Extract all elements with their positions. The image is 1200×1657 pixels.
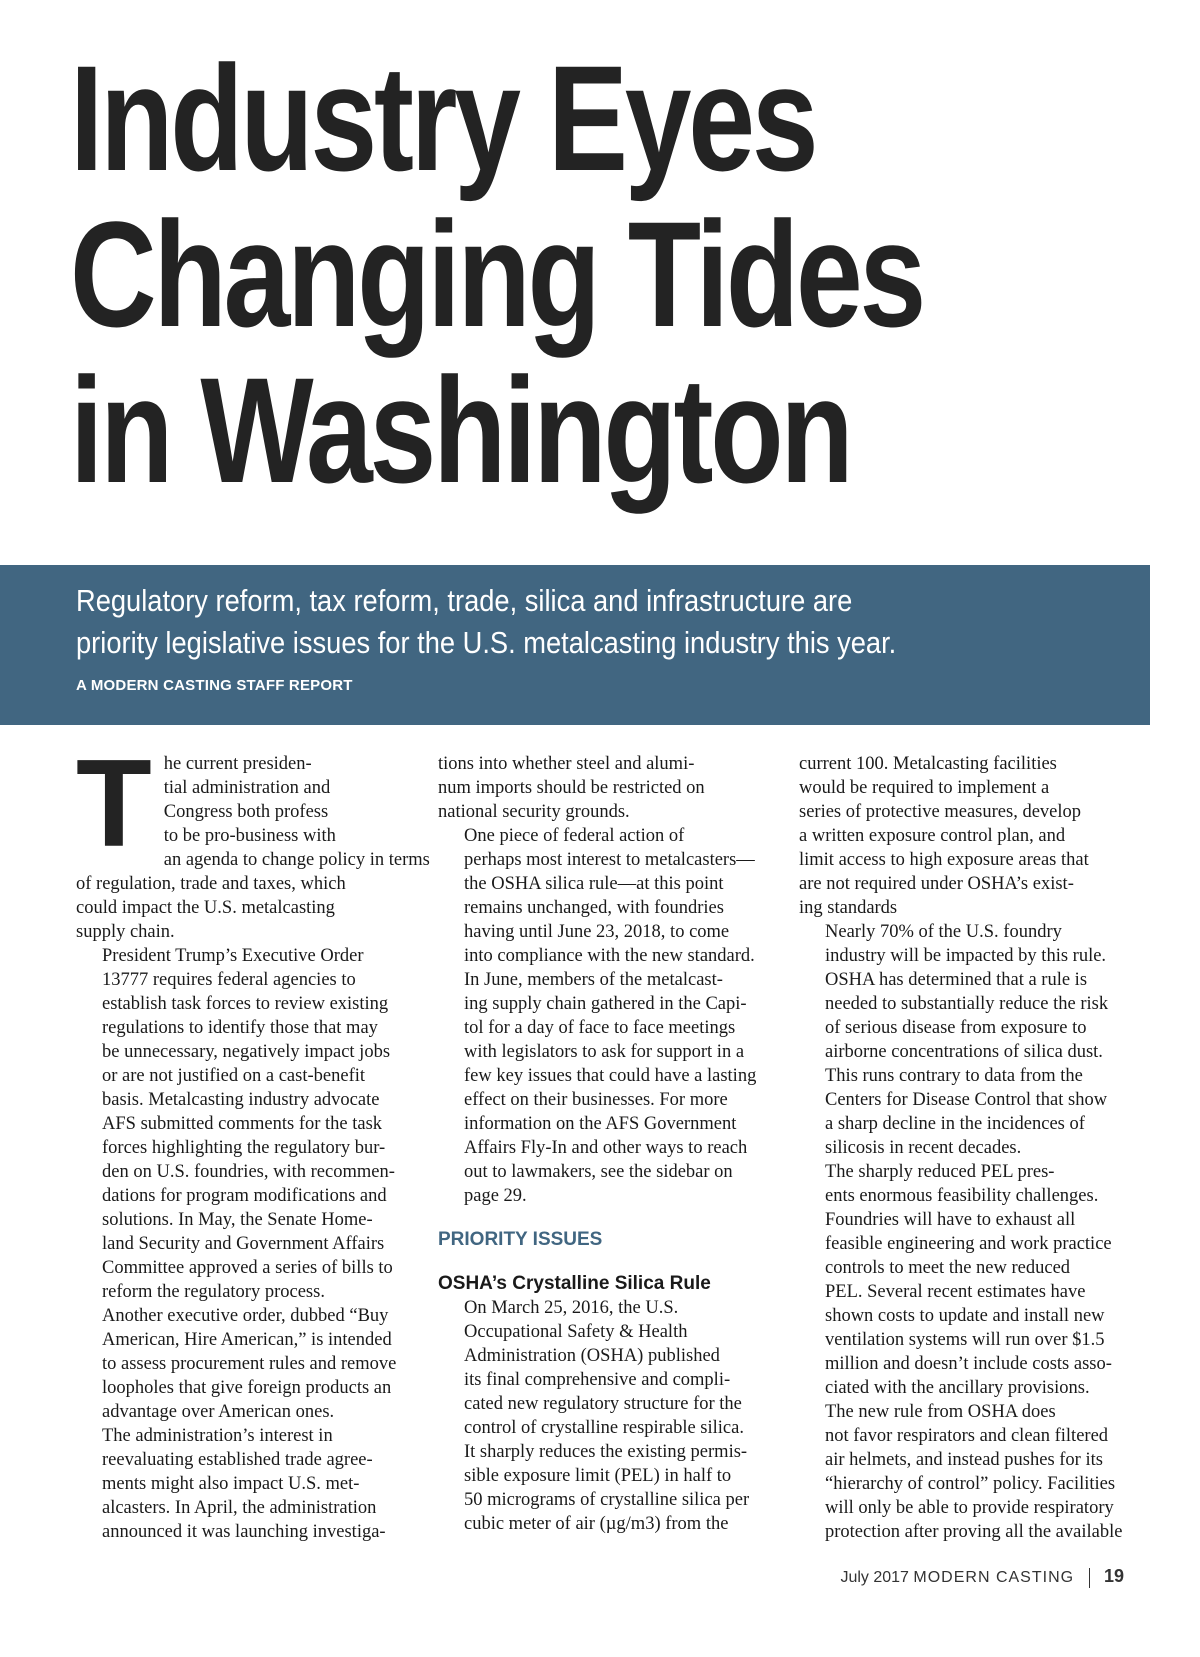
text-line: not favor respirators and clean filtered	[825, 1426, 1109, 1446]
text-line: tial administration and	[163, 778, 331, 798]
subheading: OSHA’s Crystalline Silica Rule	[438, 1273, 711, 1294]
footer-divider	[1089, 1568, 1090, 1588]
text-line: information on the AFS Government	[464, 1114, 737, 1134]
text-line: cated new regulatory structure for the	[464, 1394, 742, 1414]
section-heading: PRIORITY ISSUES	[438, 1229, 603, 1250]
paragraph	[76, 1304, 397, 1424]
text-line: 13777 requires federal agencies to	[102, 970, 356, 990]
paragraph	[438, 968, 757, 1208]
text-line: Centers for Disease Control that show	[825, 1090, 1108, 1110]
text-line: a sharp decline in the incidences of	[825, 1114, 1085, 1134]
text-line: with legislators to ask for support in a	[464, 1042, 745, 1062]
text-line: “hierarchy of control” policy. Facilities	[825, 1474, 1116, 1494]
text-line: ciated with the ancillary provisions.	[825, 1378, 1090, 1398]
column-2	[438, 752, 757, 1536]
text-line: ments might also impact U.S. met-	[102, 1474, 360, 1494]
deck-line-2: priority legislative issues for the U.S. metalcasting industry this year.	[76, 625, 897, 660]
text-line: forces highlighting the regulatory bur-	[102, 1138, 386, 1158]
text-line: needed to substantially reduce the risk	[825, 994, 1109, 1014]
text-line: tol for a day of face to face meetings	[464, 1018, 736, 1038]
column-1	[76, 735, 430, 1544]
text-line: controls to meet the new reduced	[825, 1258, 1071, 1278]
text-line: having until June 23, 2018, to come	[464, 922, 730, 942]
text-line: announced it was launching investiga-	[102, 1522, 386, 1542]
text-line: ents enormous feasibility challenges.	[825, 1186, 1099, 1206]
drop-cap: T	[76, 735, 152, 873]
text-line: be unnecessary, negatively impact jobs	[102, 1042, 391, 1062]
text-line: he current presiden-	[163, 754, 312, 774]
text-line: basis. Metalcasting industry advocate	[102, 1090, 380, 1110]
text-line: reevaluating established trade agree-	[102, 1450, 373, 1470]
text-line: airborne concentrations of silica dust.	[825, 1042, 1103, 1062]
text-line: AFS submitted comments for the task	[102, 1114, 383, 1134]
text-line: Congress both profess	[163, 802, 329, 822]
text-line: Occupational Safety & Health	[464, 1322, 688, 1342]
text-line: ing standards	[799, 898, 898, 918]
text-line: series of protective measures, develop	[799, 802, 1082, 822]
text-line: to assess procurement rules and remove	[102, 1354, 397, 1374]
text-line: cubic meter of air (µg/m3) from the	[464, 1514, 729, 1534]
text-line: national security grounds.	[438, 802, 630, 822]
text-line: This runs contrary to data from the	[825, 1066, 1083, 1086]
text-line: its final comprehensive and compli-	[464, 1370, 731, 1390]
text-line: solutions. In May, the Senate Home-	[102, 1210, 373, 1230]
text-line: air helmets, and instead pushes for its	[825, 1450, 1103, 1470]
text-line: current 100. Metalcasting facilities	[799, 754, 1057, 774]
deck-line-1: Regulatory reform, tax reform, trade, silica and infrastructure are	[76, 583, 853, 618]
text-line: industry will be impacted by this rule.	[825, 946, 1107, 966]
text-line: 50 micrograms of crystalline silica per	[464, 1490, 750, 1510]
byline: A MODERN CASTING STAFF REPORT	[76, 677, 353, 694]
text-line: could impact the U.S. metalcasting	[76, 898, 335, 918]
text-line: shown costs to update and install new	[825, 1306, 1105, 1326]
text-line: American, Hire American,” is intended	[102, 1330, 392, 1350]
headline	[70, 34, 966, 514]
text-line: The new rule from OSHA does	[825, 1402, 1056, 1422]
text-line: ventilation systems will run over $1.5	[825, 1330, 1105, 1350]
text-line: num imports should be restricted on	[438, 778, 705, 798]
text-line: On March 25, 2016, the U.S.	[464, 1298, 679, 1318]
text-line: It sharply reduces the existing permis-	[464, 1442, 748, 1462]
text-line: The administration’s interest in	[102, 1426, 333, 1446]
text-line: silicosis in recent decades.	[825, 1138, 1022, 1158]
text-line: would be required to implement a	[799, 778, 1050, 798]
text-line: regulations to identify those that may	[102, 1018, 378, 1038]
page-footer	[840, 1566, 1124, 1588]
text-line: tions into whether steel and alumi-	[438, 754, 695, 774]
text-line: loopholes that give foreign products an	[102, 1378, 392, 1398]
text-line: to be pro-business with	[163, 826, 336, 846]
text-line: remains unchanged, with foundries	[464, 898, 724, 918]
text-line: supply chain.	[76, 922, 175, 942]
text-line: establish task forces to review existing	[102, 994, 389, 1014]
text-line: One piece of federal action of	[464, 826, 685, 846]
deck	[76, 580, 1026, 664]
text-line: land Security and Government Affairs	[102, 1234, 385, 1254]
text-line: sible exposure limit (PEL) in half to	[464, 1466, 732, 1486]
text-line: few key issues that could have a lasting	[464, 1066, 757, 1086]
text-line: Affairs Fly-In and other ways to reach	[464, 1138, 748, 1158]
text-line: will only be able to provide respiratory	[825, 1498, 1114, 1518]
text-line: dations for program modifications and	[102, 1186, 387, 1206]
text-line: Foundries will have to exhaust all	[825, 1210, 1076, 1230]
text-line: are not required under OSHA’s exist-	[799, 874, 1074, 894]
headline-line-3: in Washington	[70, 346, 851, 514]
issue-date: July 2017	[840, 1569, 909, 1586]
text-line: control of crystalline respirable silica.	[464, 1418, 744, 1438]
text-line: feasible engineering and work practice	[825, 1234, 1112, 1254]
text-line: Committee approved a series of bills to	[102, 1258, 393, 1278]
text-line: PEL. Several recent estimates have	[825, 1282, 1086, 1302]
text-line: the OSHA silica rule—at this point	[464, 874, 724, 894]
column-3	[799, 752, 1123, 1544]
headline-line-1: Industry Eyes	[70, 34, 816, 202]
text-line: alcasters. In April, the administration	[102, 1498, 377, 1518]
paragraph	[438, 752, 748, 824]
text-line: into compliance with the new standard.	[464, 946, 755, 966]
text-line: or are not justified on a cast-benefit	[102, 1066, 366, 1086]
text-line: advantage over American ones.	[102, 1402, 335, 1422]
text-line: limit access to high exposure areas that	[799, 850, 1089, 870]
text-line: a written exposure control plan, and	[799, 826, 1066, 846]
text-line: of serious disease from exposure to	[825, 1018, 1087, 1038]
paragraph	[799, 920, 1109, 1160]
text-line: den on U.S. foundries, with recommen-	[102, 1162, 395, 1182]
paragraph	[438, 824, 755, 968]
page-number: 19	[1103, 1566, 1124, 1586]
text-line: page 29.	[464, 1186, 527, 1206]
text-line: perhaps most interest to metalcasters—	[464, 850, 755, 870]
text-line: effect on their businesses. For more	[464, 1090, 728, 1110]
text-line: an agenda to change policy in terms	[163, 850, 430, 870]
paragraph	[799, 752, 1109, 920]
text-line: reform the regulatory process.	[102, 1282, 325, 1302]
text-line: ing supply chain gathered in the Capi-	[464, 994, 747, 1014]
text-line: In June, members of the metalcast-	[464, 970, 723, 990]
text-line: protection after proving all the available	[825, 1522, 1123, 1542]
text-line: President Trump’s Executive Order	[102, 946, 364, 966]
paragraph	[799, 1160, 1112, 1400]
paragraph	[76, 944, 395, 1304]
text-line: out to lawmakers, see the sidebar on	[464, 1162, 733, 1182]
text-line: Nearly 70% of the U.S. foundry	[825, 922, 1062, 942]
text-line: million and doesn’t include costs asso-	[825, 1354, 1112, 1374]
paragraph	[76, 1424, 386, 1544]
text-line: Another executive order, dubbed “Buy	[102, 1306, 389, 1326]
text-line: The sharply reduced PEL pres-	[825, 1162, 1055, 1182]
text-line: OSHA has determined that a rule is	[825, 970, 1088, 990]
headline-line-2: Changing Tides	[70, 190, 924, 358]
text-line: Administration (OSHA) published	[464, 1346, 720, 1366]
paragraph	[438, 1296, 748, 1536]
text-line: of regulation, trade and taxes, which	[76, 874, 346, 894]
paragraph	[799, 1400, 1123, 1544]
magazine-name: MODERN CASTING	[913, 1569, 1075, 1586]
